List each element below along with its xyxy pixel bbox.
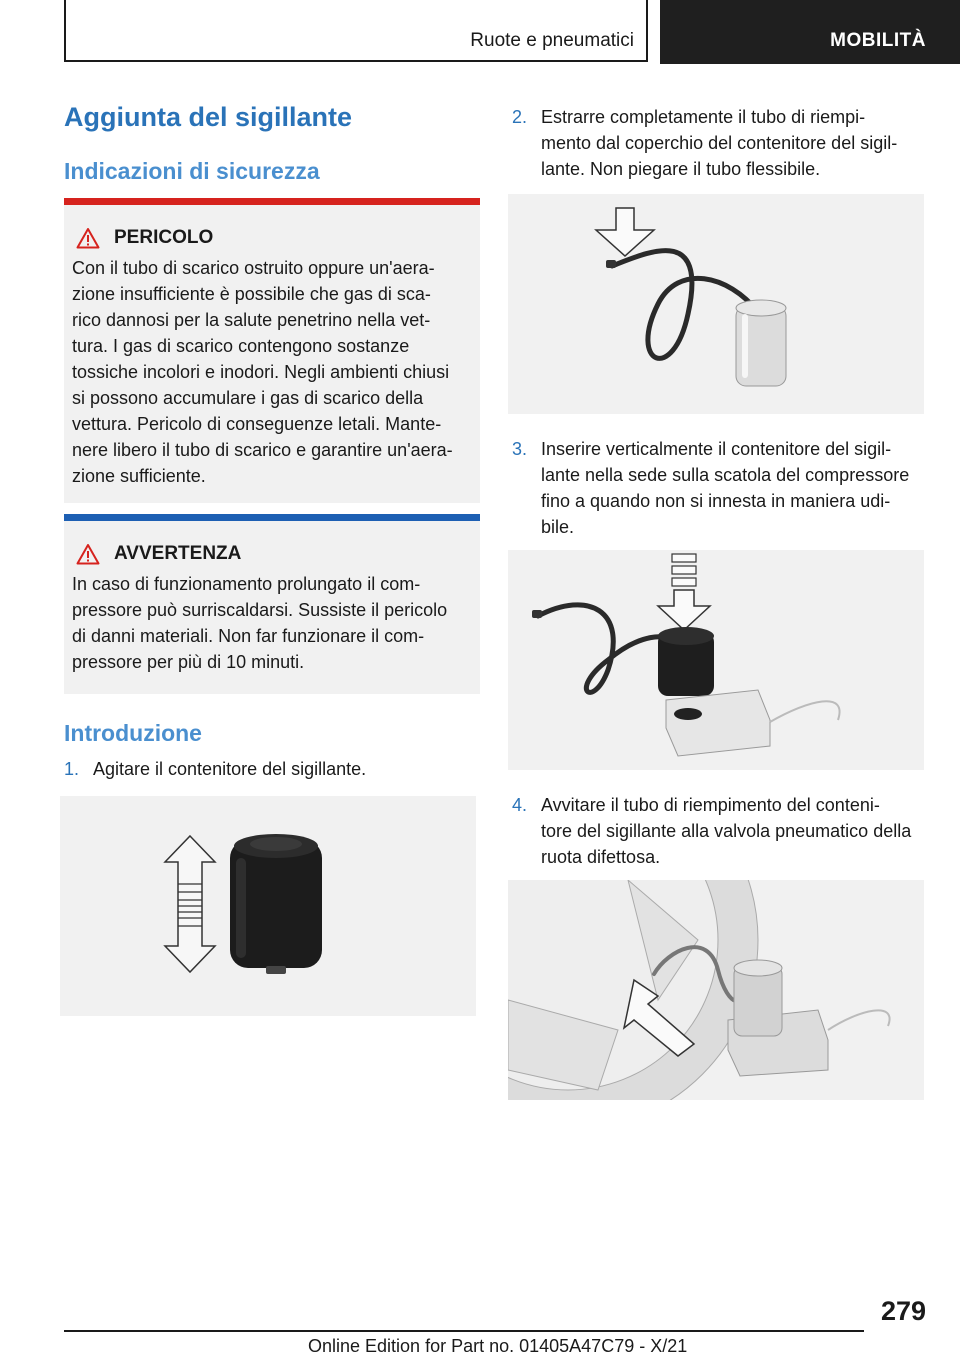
step-number: 4. (512, 795, 528, 815)
warning-line: pressore può surriscaldarsi. Sussiste il pericolo (72, 600, 448, 620)
step-number: 3. (512, 439, 528, 459)
header-section-title: Ruote e pneumatici (470, 30, 634, 51)
danger-line: tura. I gas di scarico contengono sostanze (72, 336, 410, 356)
step-line: mento dal coperchio del contenitore del sigil‐ (541, 133, 898, 153)
attach-hose-to-valve-illustration (508, 880, 924, 1100)
footer-divider (64, 1330, 864, 1332)
danger-label: PERICOLO (114, 227, 214, 248)
step-line: bile. (541, 517, 575, 537)
warning-triangle-icon (76, 227, 100, 249)
step-line: ruota difettosa. (541, 847, 661, 867)
danger-line: vettura. Pericolo di conseguenze letali. Mante‐ (72, 414, 442, 434)
intro-heading: Introduzione (64, 720, 202, 746)
step-line: lante nella sede sulla scatola del compressore (541, 465, 910, 485)
header-chapter-tab (660, 0, 960, 64)
danger-line: zione insufficiente è possibile che gas di sca‐ (72, 284, 431, 304)
danger-line: tossiche incolori e inodori. Negli ambienti chiusi (72, 362, 450, 382)
footer-edition: Online Edition for Part no. 01405A47C79 - X/21 (308, 1336, 688, 1356)
step-line: Avvitare il tubo di riempimento del conteni‐ (541, 795, 880, 815)
warning-line: di danni materiali. Non far funzionare il com‐ (72, 626, 425, 646)
header-section-tab (64, 0, 648, 62)
step-line: Estrarre completamente il tubo di riempi‐ (541, 107, 866, 127)
danger-line: nere libero il tubo di scarico e garantire un'aera‐ (72, 440, 453, 460)
warning-line: In caso di funzionamento prolungato il com‐ (72, 574, 421, 594)
danger-line: zione sufficiente. (72, 466, 206, 486)
step-1 (64, 756, 366, 782)
warning-title (76, 543, 472, 565)
header-chapter-title: MOBILITÀ (830, 30, 926, 51)
warning-triangle-icon (76, 543, 100, 565)
danger-title (76, 227, 472, 249)
step-line: tore del sigillante alla valvola pneumatico della (541, 821, 912, 841)
step-3 (512, 436, 909, 540)
pull-hose-illustration (508, 194, 924, 414)
warning-text (72, 571, 472, 675)
step-number: 2. (512, 107, 528, 127)
danger-line: si possono accumulare i gas di scarico della (72, 388, 424, 408)
danger-box (64, 198, 480, 503)
step-number: 1. (64, 759, 80, 779)
step-line: Inserire verticalmente il contenitore del sigil‐ (541, 439, 892, 459)
step-4 (512, 792, 911, 870)
step-line: Agitare il contenitore del sigillante. (93, 759, 367, 779)
page-number: 279 (880, 1296, 926, 1326)
danger-line: Con il tubo di scarico ostruito oppure un'aera‐ (72, 258, 435, 278)
danger-text (72, 255, 472, 489)
step-2 (512, 104, 897, 182)
step-line: fino a quando non si innesta in maniera udi‐ (541, 491, 891, 511)
insert-container-illustration (508, 550, 924, 770)
warning-label: AVVERTENZA (114, 543, 242, 564)
page-title: Aggiunta del sigillante (64, 102, 353, 132)
step-line: lante. Non piegare il tubo flessibile. (541, 159, 821, 179)
safety-heading: Indicazioni di sicurezza (64, 158, 320, 184)
danger-line: rico dannosi per la salute penetrino nella vet‐ (72, 310, 431, 330)
warning-box (64, 514, 480, 694)
warning-line: pressore per più di 10 minuti. (72, 652, 305, 672)
shake-container-illustration (60, 796, 476, 1016)
